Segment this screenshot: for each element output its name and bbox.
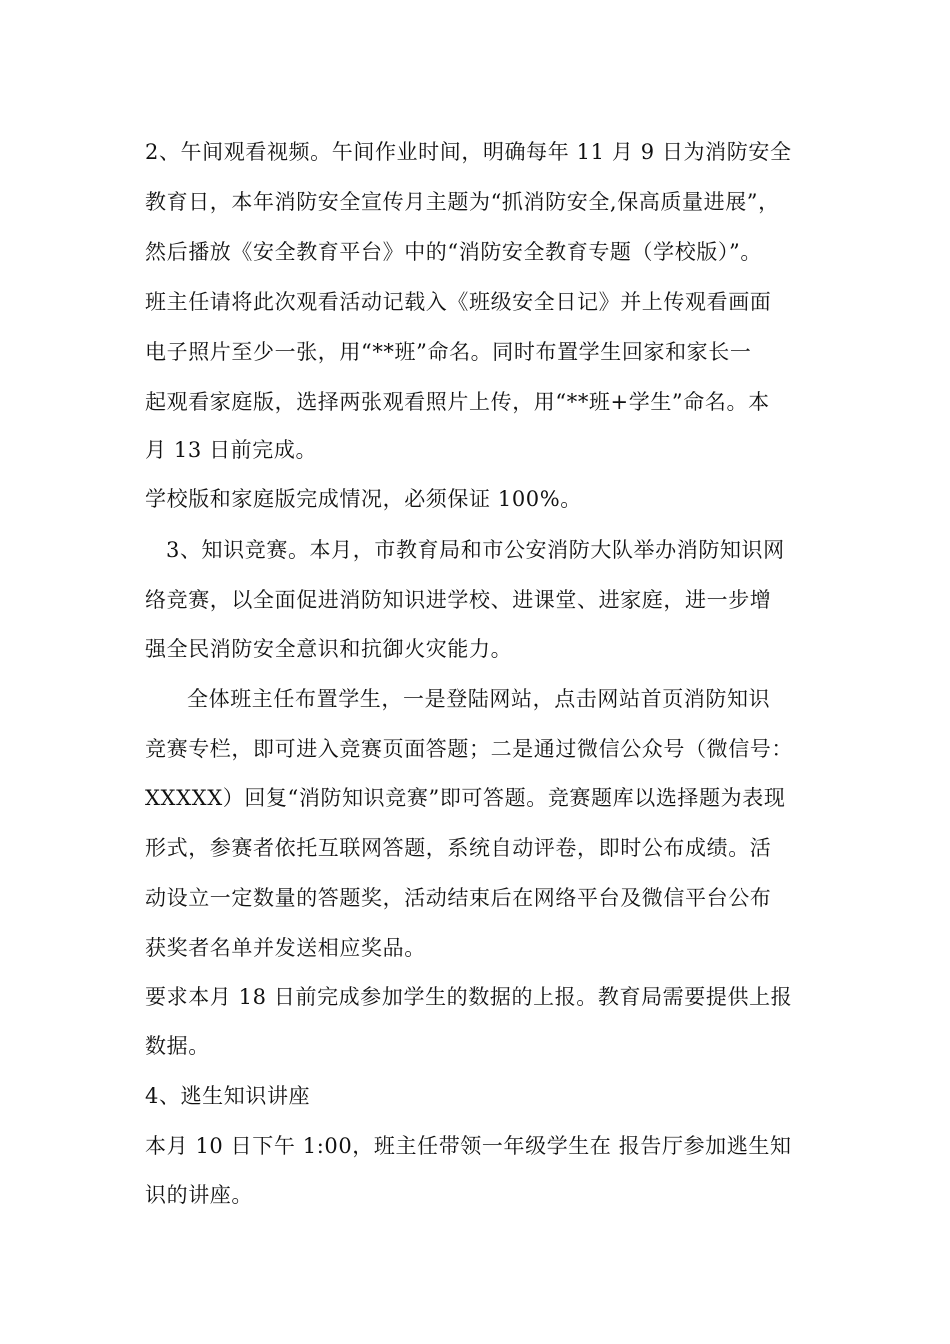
text-line-2: 教育日，本年消防安全宣传月主题为“抓消防安全,保高质量进展”， <box>145 190 780 214</box>
text-line-11: 强全民消防安全意识和抗御火灾能力。 <box>145 637 513 661</box>
text-line-14: XXXXX）回复“消防知识竞赛”即可答题。竞赛题库以选择题为表现 <box>145 786 786 810</box>
text-line-15: 形式，参赛者依托互联网答题，系统自动评卷，即时公布成绩。活 <box>145 836 772 860</box>
text-line-1: 2、午间观看视频。午间作业时间，明确每年 11 月 9 日为消防安全 <box>145 140 792 164</box>
text-line-4: 班主任请将此次观看活动记载入《班级安全日记》并上传观看画面 <box>145 290 772 314</box>
text-line-13: 竞赛专栏，即可进入竞赛页面答题；二是通过微信公众号（微信号： <box>145 737 793 761</box>
text-line-17: 获奖者名单并发送相应奖品。 <box>145 936 426 960</box>
text-line-10: 络竞赛，以全面促进消防知识进学校、进课堂、进家庭，进一步增 <box>145 588 772 612</box>
text-line-7: 月 13 日前完成。 <box>145 438 318 462</box>
text-line-18: 要求本月 18 日前完成参加学生的数据的上报。教育局需要提供上报 <box>145 985 793 1009</box>
text-line-19: 数据。 <box>145 1034 210 1058</box>
text-line-20: 4、逃生知识讲座 <box>145 1084 311 1108</box>
text-line-8: 学校版和家庭版完成情况，必须保证 100%。 <box>145 487 582 511</box>
text-line-22: 识的讲座。 <box>145 1183 253 1207</box>
text-line-3: 然后播放《安全教育平台》中的“消防安全教育专题（学校版）”。 <box>145 240 762 264</box>
text-line-16: 动设立一定数量的答题奖，活动结束后在网络平台及微信平台公布 <box>145 886 772 910</box>
text-line-12: 全体班主任布置学生，一是登陆网站，点击网站首页消防知识 <box>187 687 771 711</box>
text-line-21: 本月 10 日下午 1:00，班主任带领一年级学生在 报告厅参加逃生知 <box>145 1134 792 1158</box>
text-line-5: 电子照片至少一张，用“**班”命名。同时布置学生回家和家长一 <box>145 340 752 364</box>
text-line-6: 起观看家庭版，选择两张观看照片上传，用“**班+学生”命名。本 <box>145 390 770 414</box>
text-line-9: 3、知识竞赛。本月，市教育局和市公安消防大队举办消防知识网 <box>166 538 785 562</box>
